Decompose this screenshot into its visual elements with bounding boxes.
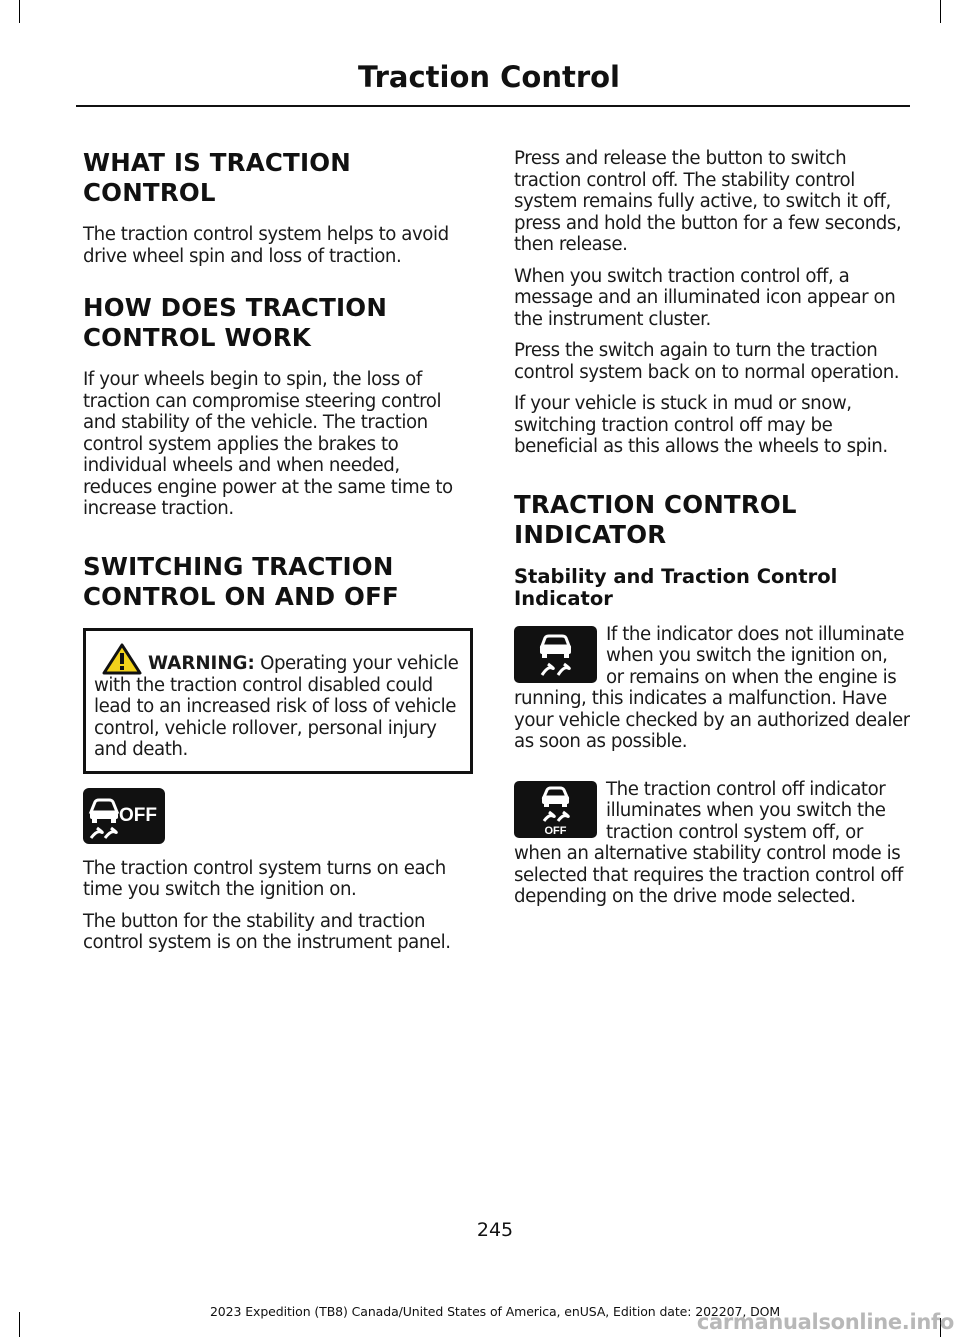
off-label: OFF [544,824,567,837]
page-number: 245 [476,1219,514,1241]
warning-box [83,628,473,774]
paragraph: The traction control system turns on each time you switch the ignition on. [83,857,446,900]
paragraph: The traction control off indicator illuminates when you switch the traction control system off, or when an alternative stability control mode is selected that requires the traction control off depending on the drive mode selected. [514,778,903,907]
watermark: carmanualsonline.info [696,1310,954,1334]
indicator-on-block [514,624,910,763]
footer-edition-info: 2023 Expedition (TB8) Canada/United States of America, enUSA, Edition date: 202207, DOM [209,1304,781,1319]
paragraph: The button for the stability and traction control system is on the instrument panel. [83,910,451,953]
paragraph: If your vehicle is stuck in mud or snow, switching traction control off may be beneficial as this allows the wheels to spin. [514,393,888,457]
warning-triangle-icon [102,643,142,675]
section-heading-indicator: TRACTION CONTROL INDICATOR [514,489,797,549]
left-column [83,148,473,964]
warning-text [94,643,462,761]
off-label: OFF [119,804,157,826]
paragraph: The traction control system helps to avoid drive wheel spin and loss of traction. [83,224,449,267]
paragraph: Press and release the button to switch traction control off. The stability control system remains fully active, to switch it off, press and hold the button for a few seconds, then release. [514,148,902,255]
crop-mark [940,0,941,23]
indicator-off-block [514,779,910,918]
paragraph: If the indicator does not illuminate when you switch the ignition on, or remains on when the engine is running, this indicates a malfunction. Have your vehicle checked by an authorized dealer as soon as possible. [514,623,910,752]
stability-traction-indicator-icon [514,626,597,683]
header-divider [76,105,910,107]
section-heading-how-does: HOW DOES TRACTION CONTROL WORK [83,293,388,352]
traction-control-off-button-icon [83,788,165,844]
section-heading-switching: SWITCHING TRACTION CONTROL ON AND OFF [83,551,399,611]
right-column [514,148,910,918]
crop-mark [19,0,20,23]
section-heading-what-is: WHAT IS TRACTION CONTROL [83,148,351,207]
paragraph: When you switch traction control off, a message and an illuminated icon appear on the instrument cluster. [514,265,896,330]
skidding-car-icon [514,626,597,683]
subheading-stability-indicator: Stability and Traction Control Indicator [514,564,838,610]
warning-label: WARNING: [148,652,255,674]
page-title: Traction Control [357,60,620,94]
warning-body: Operating your vehicle with the traction control disabled could lead to an increased risk of loss of vehicle control, vehicle rollover, personal injury and death. [94,652,459,760]
paragraph: If your wheels begin to spin, the loss of traction can compromise steering control and stability of the vehicle. The traction control system applies the brakes to individual wheels and when needed, reduces engine power at the same time to increase traction. [83,369,453,519]
skidding-car-off-icon [514,781,597,838]
skidding-car-icon [83,788,165,844]
paragraph: Press the switch again to turn the traction control system back on to normal operation. [514,340,900,383]
traction-control-off-indicator-icon [514,781,597,838]
